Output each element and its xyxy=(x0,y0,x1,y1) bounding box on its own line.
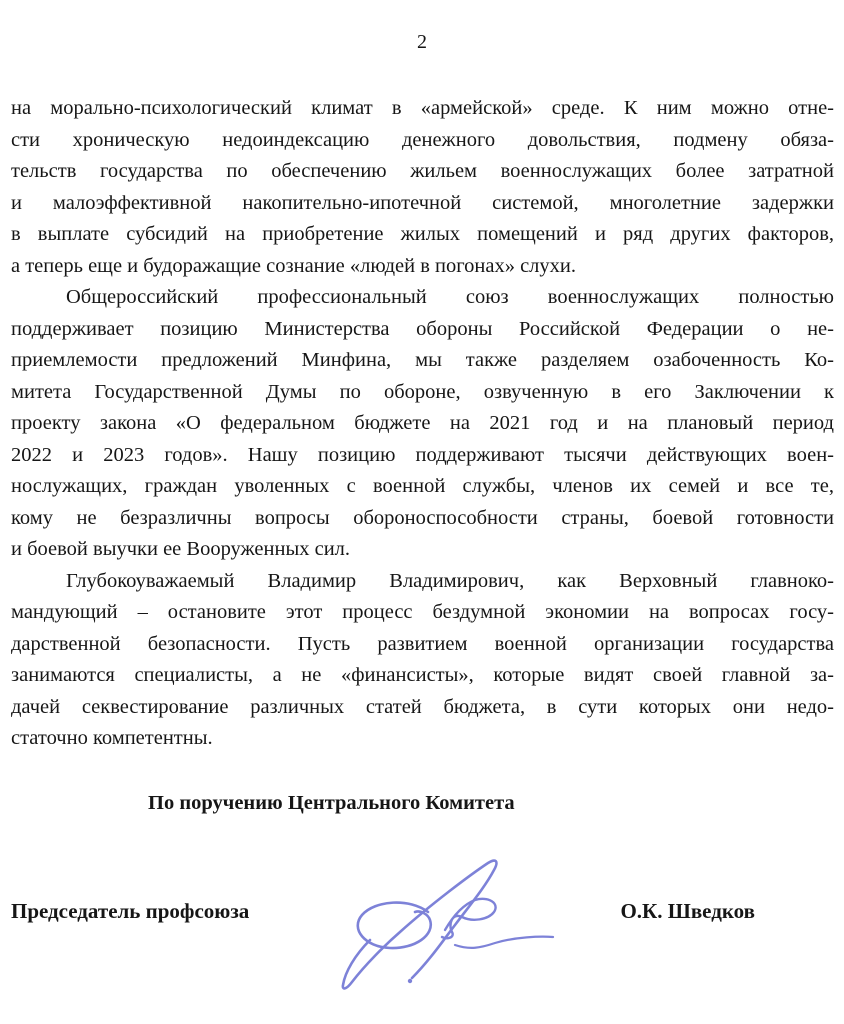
text-line: мандующий – остановите этот процесс бездумной экономии на вопросах госу- xyxy=(11,601,834,623)
text-line: тельств государства по обеспечению жильем военнослужащих более затратной xyxy=(11,160,834,182)
text-line: 2022 и 2023 годов». Нашу позицию поддерживают тысячи действующих воен- xyxy=(11,443,834,466)
text-line: а теперь еще и будоражащие сознание «людей в погонах» слухи. xyxy=(11,254,577,277)
text-line: Глубокоуважаемый Владимир Владимирович, как Верховный главноко- xyxy=(66,569,834,592)
page-number: 2 xyxy=(417,31,427,53)
text-line: статочно компетентны. xyxy=(11,727,213,749)
signer-title: Председатель профсоюза xyxy=(11,899,250,923)
text-line: и боевой выучки ее Вооруженных сил. xyxy=(11,538,351,560)
text-line: приемлемости предложений Минфина, мы также разделяем озабоченность Ко- xyxy=(11,349,834,371)
signer-name: О.К. Шведков xyxy=(620,899,755,923)
text-line: Общероссийский профессиональный союз военнослужащих полностью xyxy=(66,286,834,308)
paragraph xyxy=(11,566,834,755)
text-line: и малоэффективной накопительно-ипотечной системой, многолетние задержки xyxy=(11,191,834,214)
signature-block xyxy=(11,897,844,925)
text-line: занимаются специалисты, а не «финансисты», которые видят своей главной за- xyxy=(11,664,834,686)
text-line: дарственной безопасности. Пусть развитием военной организации государства xyxy=(11,632,834,655)
text-line: кому не безразличны вопросы обороноспособности страны, боевой готовности xyxy=(11,506,834,529)
handwritten-signature-ink xyxy=(332,845,562,1015)
text-line: митета Государственной Думы по обороне, озвученную в его Заключении к xyxy=(11,380,834,403)
text-line: проекту закона «О федеральном бюджете на 2021 год и на плановый период xyxy=(11,412,834,434)
text-line: нослужащих, граждан уволенных с военной службы, членов их семей и все те, xyxy=(11,475,834,497)
text-line: на морально-психологический климат в «армейской» среде. К ним можно отне- xyxy=(11,97,834,119)
closing-line: По поручению Центрального Комитета xyxy=(148,791,515,814)
paragraph xyxy=(11,93,834,282)
document-body xyxy=(11,93,834,755)
text-line: в выплате субсидий на приобретение жилых помещений и ряд других факторов, xyxy=(11,223,834,245)
paragraph xyxy=(11,282,834,566)
text-line: сти хроническую недоиндексацию денежного довольствия, подмену обяза- xyxy=(11,128,834,151)
text-line: поддерживает позицию Министерства обороны Российской Федерации о не- xyxy=(11,317,834,340)
text-line: дачей секвестирование различных статей бюджета, в сути которых они недо- xyxy=(11,695,834,718)
